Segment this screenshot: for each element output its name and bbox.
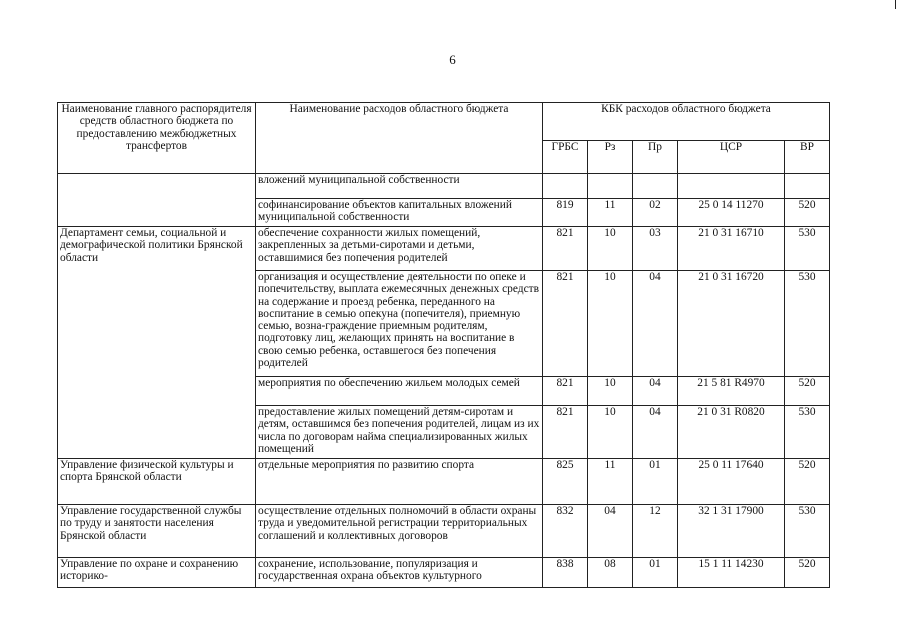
- rz-cell: 10: [588, 377, 633, 406]
- vr-cell: 520: [785, 558, 830, 588]
- header-grbs: ГРБС: [543, 141, 588, 174]
- recipient-cell: [58, 174, 256, 227]
- rz-cell: 11: [588, 199, 633, 227]
- pr-cell: 03: [633, 227, 678, 271]
- budget-table: [57, 102, 830, 588]
- table-row: [58, 227, 830, 271]
- expense-cell: отдельные мероприятия по развитию спорта: [256, 459, 543, 505]
- csr-cell: 25 0 14 11270: [678, 199, 785, 227]
- rz-cell: 04: [588, 505, 633, 558]
- table-row: [58, 459, 830, 505]
- header-expense: Наименование расходов областного бюджета: [256, 103, 543, 174]
- recipient-cell: Управление государственной службы по труду и занятости населения Брянской области: [58, 505, 256, 558]
- expense-cell: обеспечение сохранности жилых помещений, закрепленных за детьми-сиротами и детьми, оставшимися без попечения родителей: [256, 227, 543, 271]
- rz-cell: 10: [588, 406, 633, 459]
- expense-cell: предоставление жилых помещений детям-сиротам и детям, оставшимся без попечения родителей, лицам из их числа по договорам найма специализированных жилых помещений: [256, 406, 543, 459]
- csr-cell: 21 0 31 R0820: [678, 406, 785, 459]
- pr-cell: 01: [633, 459, 678, 505]
- rz-cell: 08: [588, 558, 633, 588]
- header-vr: ВР: [785, 141, 830, 174]
- vr-cell: 520: [785, 199, 830, 227]
- grbs-cell: 838: [543, 558, 588, 588]
- grbs-cell: 821: [543, 406, 588, 459]
- csr-cell: 21 0 31 16720: [678, 271, 785, 377]
- recipient-cell: Управление физической культуры и спорта Брянской области: [58, 459, 256, 505]
- expense-cell: софинансирование объектов капитальных вложений муниципальной собственности: [256, 199, 543, 227]
- pr-cell: 04: [633, 406, 678, 459]
- vr-cell: 530: [785, 227, 830, 271]
- csr-cell: 21 5 81 R4970: [678, 377, 785, 406]
- table-row: [58, 558, 830, 588]
- rz-cell: 11: [588, 459, 633, 505]
- header-csr: ЦСР: [678, 141, 785, 174]
- grbs-cell: 819: [543, 199, 588, 227]
- vr-cell: [785, 174, 830, 199]
- header-rz: Рз: [588, 141, 633, 174]
- csr-cell: [678, 174, 785, 199]
- pr-cell: 12: [633, 505, 678, 558]
- vr-cell: 520: [785, 459, 830, 505]
- recipient-cell: Управление по охране и сохранению историко-: [58, 558, 256, 588]
- grbs-cell: 821: [543, 271, 588, 377]
- header-kbk: КБК расходов областного бюджета: [543, 103, 830, 141]
- rz-cell: [588, 174, 633, 199]
- grbs-cell: 832: [543, 505, 588, 558]
- pr-cell: 04: [633, 271, 678, 377]
- vr-cell: 530: [785, 406, 830, 459]
- csr-cell: 25 0 11 17640: [678, 459, 785, 505]
- expense-cell: осуществление отдельных полномочий в области охраны труда и уведомительной регистрации территориальных соглашений и коллективных договоров: [256, 505, 543, 558]
- pr-cell: [633, 174, 678, 199]
- header-pr: Пр: [633, 141, 678, 174]
- grbs-cell: 825: [543, 459, 588, 505]
- rz-cell: 10: [588, 227, 633, 271]
- vr-cell: 530: [785, 505, 830, 558]
- header-recipient: Наименование главного распорядителя средств областного бюджета по предоставлению межбюджетных трансфертов: [58, 103, 256, 174]
- expense-cell: мероприятия по обеспечению жильем молодых семей: [256, 377, 543, 406]
- csr-cell: 21 0 31 16710: [678, 227, 785, 271]
- expense-cell: организация и осуществление деятельности по опеке и попечительству, выплата ежемесячных денежных средств на содержание и проезд ребенка, переданного на воспитание в семью опекуна (попечителя), приемную семью, возна-граждение приемным родителям, подготовку лиц, желающих принять на воспитание в свою семью ребенка, оставшегося без попечения родителей: [256, 271, 543, 377]
- page-number: 6: [449, 52, 456, 67]
- grbs-cell: 821: [543, 227, 588, 271]
- rz-cell: 10: [588, 271, 633, 377]
- grbs-cell: [543, 174, 588, 199]
- recipient-cell: Департамент семьи, социальной и демографической политики Брянской области: [58, 227, 256, 459]
- vr-cell: 530: [785, 271, 830, 377]
- pr-cell: 02: [633, 199, 678, 227]
- csr-cell: 32 1 31 17900: [678, 505, 785, 558]
- pr-cell: 04: [633, 377, 678, 406]
- expense-cell: вложений муниципальной собственности: [256, 174, 543, 199]
- grbs-cell: 821: [543, 377, 588, 406]
- csr-cell: 15 1 11 14230: [678, 558, 785, 588]
- pr-cell: 01: [633, 558, 678, 588]
- vr-cell: 520: [785, 377, 830, 406]
- page-edge-mark: [895, 0, 896, 9]
- table-row: [58, 174, 830, 199]
- expense-cell: сохранение, использование, популяризация и государственная охрана объектов культурного: [256, 558, 543, 588]
- table-row: [58, 505, 830, 558]
